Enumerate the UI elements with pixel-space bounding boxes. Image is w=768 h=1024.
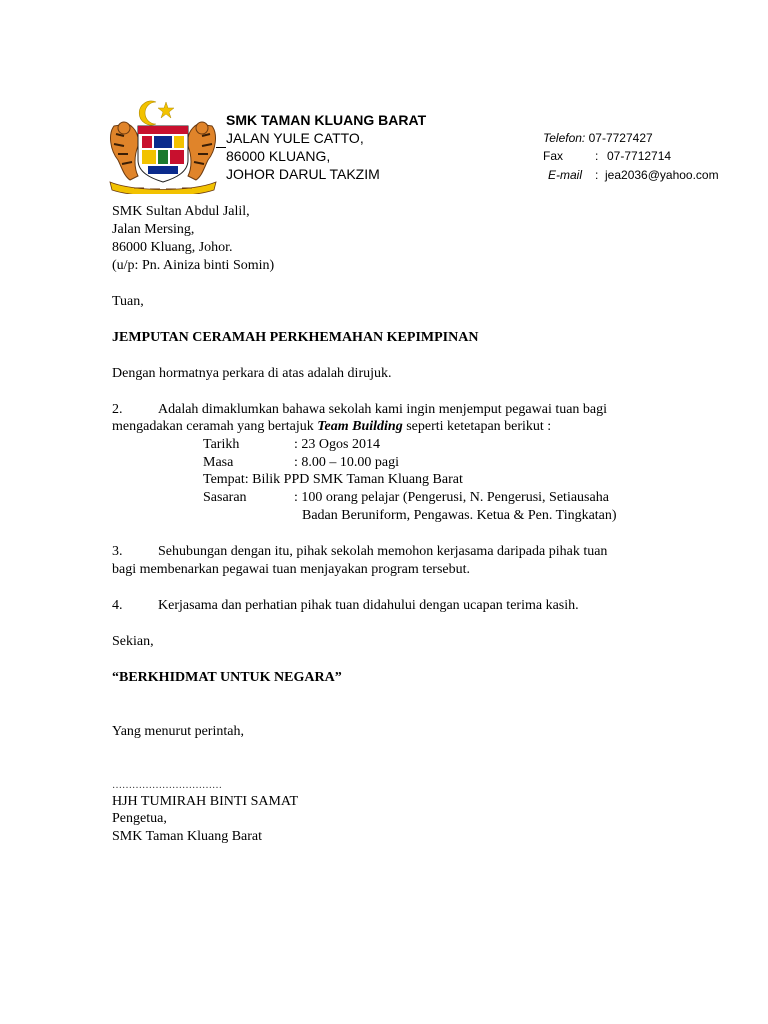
detail-target-row (203, 489, 609, 507)
school-name: SMK TAMAN KLUANG BARAT (226, 112, 427, 128)
email-value: jea2036@yahoo.com (605, 168, 719, 182)
subject-heading: JEMPUTAN CERAMAH PERKHEMAHAN KEPIMPINAN (112, 330, 479, 345)
paragraph-2-line-2 (112, 418, 551, 436)
email-separator: : (595, 168, 599, 182)
paragraph-3-number: 3. (112, 544, 123, 559)
paragraph-2-number: 2. (112, 402, 123, 417)
address-line-1: JALAN YULE CATTO, (226, 130, 364, 146)
detail-target-value-1: : 100 orang pelajar (Pengerusi, N. Pengerusi, Setiausaha (294, 490, 609, 505)
recipient-line-3: 86000 Kluang, Johor. (112, 240, 233, 255)
malaysia-coat-of-arms-icon (104, 98, 222, 194)
address-line-3: JOHOR DARUL TAKZIM (226, 166, 380, 182)
paragraph-3-line-1 (112, 543, 658, 561)
recipient-line-1: SMK Sultan Abdul Jalil, (112, 204, 250, 219)
email-line (548, 166, 719, 184)
paragraph-2-line-1 (112, 401, 658, 419)
fax-label: Fax (543, 149, 564, 163)
paragraph-2-emphasis: Team Building (317, 419, 403, 434)
signatory-school: SMK Taman Kluang Barat (112, 829, 263, 844)
crest-dash (216, 147, 226, 148)
detail-date-value: : 23 Ogos 2014 (294, 437, 380, 452)
signatory-title: Pengetua, (112, 811, 167, 826)
detail-time-value: : 8.00 – 10.00 pagi (294, 455, 399, 470)
signature-dots: …………………………… (112, 780, 222, 791)
paragraph-3-line-2: bagi membenarkan pegawai tuan menjayakan program tersebut. (112, 562, 471, 577)
detail-date-row (203, 436, 380, 454)
email-label: E-mail (548, 168, 583, 182)
detail-target-label: Sasaran (203, 490, 247, 505)
paragraph-4-number: 4. (112, 598, 123, 613)
address-line-2: 86000 KLUANG, (226, 148, 331, 164)
recipient-line-2: Jalan Mersing, (112, 222, 195, 237)
paragraph-2-text: Adalah dimaklumkan bahawa sekolah kami ingin menjemput pegawai tuan bagi (158, 402, 608, 417)
detail-time-row (203, 454, 399, 472)
sign-off: Yang menurut perintah, (112, 724, 244, 739)
signatory-name: HJH TUMIRAH BINTI SAMAT (112, 794, 299, 809)
recipient-attention: (u/p: Pn. Ainiza binti Somin) (112, 258, 275, 273)
detail-target-row-2 (302, 507, 617, 525)
phone-label: Telefon: (543, 131, 586, 145)
detail-venue: Tempat: Bilik PPD SMK Taman Kluang Barat (203, 472, 463, 487)
opening-line: Dengan hormatnya perkara di atas adalah dirujuk. (112, 366, 392, 381)
phone-value: 07-7727427 (588, 131, 653, 145)
detail-target-value-2: Badan Beruniform, Pengawas. Ketua & Pen. Tingkatan) (302, 508, 617, 523)
fax-line (543, 147, 671, 165)
paragraph-3-text: Sehubungan dengan itu, pihak sekolah memohon kerjasama daripada pihak tuan (158, 544, 608, 559)
paragraph-4-text: Kerjasama dan perhatian pihak tuan didahului dengan ucapan terima kasih. (158, 598, 579, 613)
phone-line (543, 129, 653, 147)
detail-date-label: Tarikh (203, 437, 240, 452)
detail-time-label: Masa (203, 455, 234, 470)
paragraph-2-text-before: mengadakan ceramah yang bertajuk (112, 419, 318, 434)
paragraph-4-line-1 (112, 597, 579, 615)
motto: “BERKHIDMAT UNTUK NEGARA” (112, 670, 342, 685)
detail-venue-row (203, 471, 463, 489)
fax-value: 07-7712714 (607, 149, 672, 163)
closing: Sekian, (112, 634, 154, 649)
fax-separator: : (595, 149, 599, 163)
paragraph-2-text-after: seperti ketetapan berikut : (402, 419, 552, 434)
salutation: Tuan, (112, 294, 144, 309)
